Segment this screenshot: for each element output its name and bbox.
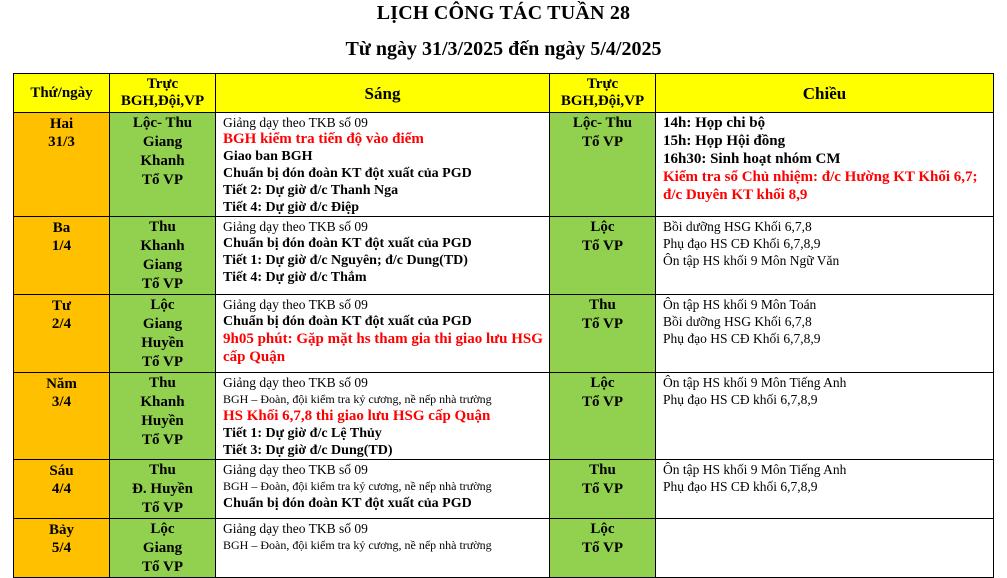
duty-morning-cell: Thu Đ. Huyền Tổ VP [110, 460, 216, 519]
morning-cell: Giảng dạy theo TKB số 09 BGH – Đoàn, đội kiểm tra kỷ cương, nề nếp nhà trường Chuẩn bị đón đoàn KT đột xuất của PGD [216, 460, 550, 519]
morning-cell: Giảng dạy theo TKB số 09 BGH kiểm tra tiến độ vào điểm Giao ban BGH Chuẩn bị đón đoàn KT đột xuất của PGD Tiết 2: Dự giờ đ/c Thanh Nga Tiết 4: Dự giờ đ/c Điệp [216, 113, 550, 217]
duty-afternoon-cell: Lộc- Thu Tổ VP [550, 113, 656, 217]
morning-cell: Giảng dạy theo TKB số 09 BGH – Đoàn, đội kiểm tra kỷ cương, nề nếp nhà trường HS Khối 6,7,8 thi giao lưu HSG cấp Quận Tiết 1: Dự giờ đ/c Lệ Thủy Tiết 3: Dự giờ đ/c Dung(TD) [216, 373, 550, 460]
schedule-table [13, 73, 994, 578]
day-cell: Tư 2/4 [14, 295, 110, 373]
afternoon-cell: Bồi dưỡng HSG Khối 6,7,8 Phụ đạo HS CĐ Khối 6,7,8,9 Ôn tập HS khối 9 Môn Ngữ Văn [656, 217, 994, 295]
duty-morning-cell: Lộc Giang Huyền Tổ VP [110, 295, 216, 373]
day-cell: Năm 3/4 [14, 373, 110, 460]
header-duty-morning: Trực BGH,Đội,VP [110, 74, 216, 113]
day-cell: Bảy 5/4 [14, 519, 110, 578]
table-row [14, 113, 994, 217]
duty-morning-cell: Lộc- Thu Giang Khanh Tổ VP [110, 113, 216, 217]
duty-afternoon-cell: Lộc Tổ VP [550, 373, 656, 460]
header-day: Thứ/ngày [14, 74, 110, 113]
day-cell: Sáu 4/4 [14, 460, 110, 519]
table-row [14, 519, 994, 578]
duty-morning-cell: Lộc Giang Tổ VP [110, 519, 216, 578]
duty-afternoon-cell: Lộc Tổ VP [550, 519, 656, 578]
table-header-row [14, 74, 994, 113]
afternoon-cell: Ôn tập HS khối 9 Môn Toán Bồi dưỡng HSG Khối 6,7,8 Phụ đạo HS CĐ Khối 6,7,8,9 [656, 295, 994, 373]
afternoon-cell [656, 519, 994, 578]
day-cell: Hai 31/3 [14, 113, 110, 217]
table-row [14, 460, 994, 519]
duty-afternoon-cell: Lộc Tổ VP [550, 217, 656, 295]
afternoon-cell: Ôn tập HS khối 9 Môn Tiếng Anh Phụ đạo HS CĐ khối 6,7,8,9 [656, 460, 994, 519]
day-cell: Ba 1/4 [14, 217, 110, 295]
table-row [14, 217, 994, 295]
morning-cell: Giảng dạy theo TKB số 09 Chuẩn bị đón đoàn KT đột xuất của PGD 9h05 phút: Gặp mặt hs tham gia thi giao lưu HSG cấp Quận [216, 295, 550, 373]
morning-cell: Giảng dạy theo TKB số 09 Chuẩn bị đón đoàn KT đột xuất của PGD Tiết 1: Dự giờ đ/c Nguyên; đ/c Dung(TD) Tiết 4: Dự giờ đ/c Thắm [216, 217, 550, 295]
table-row [14, 295, 994, 373]
header-morning: Sáng [216, 74, 550, 113]
morning-cell: Giảng dạy theo TKB số 09 BGH – Đoàn, đội kiểm tra kỷ cương, nề nếp nhà trường [216, 519, 550, 578]
afternoon-cell: Ôn tập HS khối 9 Môn Tiếng Anh Phụ đạo HS CĐ khối 6,7,8,9 [656, 373, 994, 460]
duty-afternoon-cell: Thu Tổ VP [550, 460, 656, 519]
page-title: LỊCH CÔNG TÁC TUẦN 28 [376, 2, 631, 24]
duty-afternoon-cell: Thu Tổ VP [550, 295, 656, 373]
afternoon-cell: 14h: Họp chi bộ 15h: Họp Hội đồng 16h30: Sinh hoạt nhóm CM Kiểm tra sổ Chủ nhiệm: đ/c Hường KT Khối 6,7; đ/c Duyên KT khối 8,9 [656, 113, 994, 217]
duty-morning-cell: Thu Khanh Huyền Tổ VP [110, 373, 216, 460]
duty-morning-cell: Thu Khanh Giang Tổ VP [110, 217, 216, 295]
header-duty-afternoon: Trực BGH,Đội,VP [550, 74, 656, 113]
table-row [14, 373, 994, 460]
date-range-subtitle: Từ ngày 31/3/2025 đến ngày 5/4/2025 [345, 38, 662, 60]
header-afternoon: Chiều [656, 74, 994, 113]
